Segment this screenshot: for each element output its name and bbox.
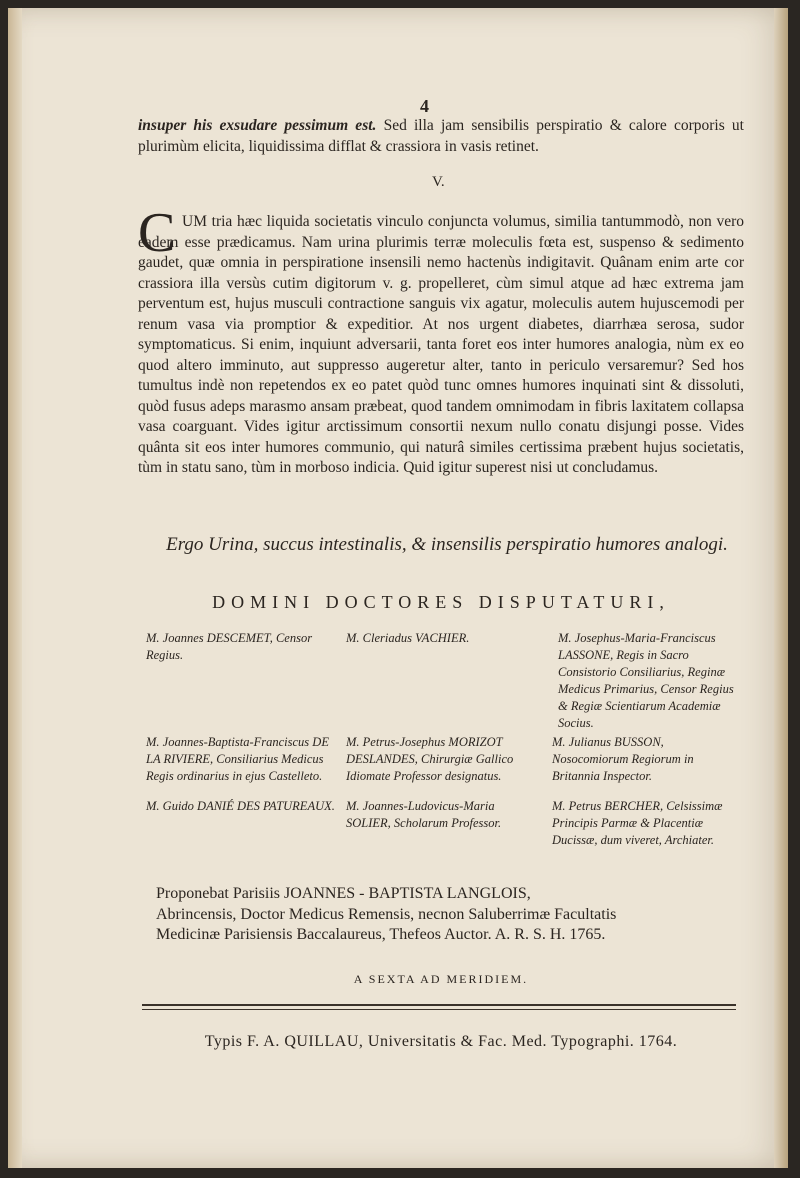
doctor-entry: M. Julianus BUSSON, Nosocomiorum Regiorum in Britannia Inspector. (552, 735, 694, 783)
proponebat-block (156, 884, 744, 946)
doctor-entry: M. Cleriadus VACHIER. (346, 631, 470, 645)
proponebat-line: Medicinæ Parisiensis Baccalaureus, Thefeos Auctor. A. R. S. H. 1765. (156, 926, 606, 943)
book-page (8, 8, 788, 1168)
doctor-entry: M. Petrus-Josephus MORIZOT DESLANDES, Chirurgiæ Gallico Idiomate Professor designatus. (346, 735, 514, 783)
proponebat-line: Proponebat Parisiis JOANNES - BAPTISTA LANGLOIS, (156, 885, 531, 902)
italic-lead: insuper his exsudare pessimum est. (138, 117, 377, 134)
time-line: A SEXTA AD MERIDIEM. (353, 972, 529, 986)
proponebat-line: Abrincensis, Doctor Medicus Remensis, necnon Saluberrimæ Facultatis (156, 905, 617, 923)
page-number: 4 (420, 96, 429, 116)
paragraph-section-v: UM tria hæc liquida societatis vinculo conjuncta volumus, similia tantummodò, non vero eadem esse prædicamus. Nam urina plurimis terræ moleculis fœta est, suspenso & sedimento gaudet, quæ omnia in perspiratione insensili nemo hactenùs indigitavit. Quânam enim arte cor crassiora illa versùs cutim digitorum v. g. propelleret, cùm simul atque ad hæc extrema jam perventum est, hujus musculi contractione sanguis vix agatur, moleculis autem hujuscemodi per renum vasa via promptior & expeditior. At nos urgent diabetes, diarrhæa serosa, sudor symptomaticus. Si enim, inquiunt adversarii, tanta foret eos inter humores analogia, nùm ex eo quod altero imminuto, aut suppresso augeretur alter, tanto in periculo versaremur? Sed hos tumultus indè non repetendos ex eo patet quòd tunc omnes humores inquinati sint & dissoluti, quòd fusus adeps marasmo ansam præbeat, quod tandem omnimodam in fibris laxitatem collapsa vasa coarguant. Vides igitur arctissimum consortii nexum nullo conatu disjungi posse. Vides quânta sit eos inter humores communio, qui naturâ similes certissima præbent hujus societatis, tùm in statu sano, tùm in morboso indicia. Quid igitur superest nisi ut concludamus. (138, 213, 744, 476)
divider-rule-thin (142, 1009, 736, 1010)
divider-rule (142, 1004, 736, 1006)
doctor-entry: M. Guido DANIÉ DES PATUREAUX. (146, 799, 335, 813)
page-edge (774, 8, 788, 1168)
doctor-entry: M. Joannes-Ludovicus-Maria SOLIER, Scholarum Professor. (346, 799, 502, 830)
doctores-heading: DOMINI DOCTORES DISPUTATURI, (212, 592, 670, 612)
section-number: V. (432, 174, 445, 190)
printer-imprint: Typis F. A. QUILLAU, Universitatis & Fac. Med. Typographi. 1764. (204, 1033, 678, 1050)
paragraph-continuation (138, 116, 744, 157)
paragraph-continuation-text: Sed illa jam sensibilis perspiratio & calore corporis ut plurimùm elicita, liquidissima difflat & crassiora in vasis retinet. (138, 117, 744, 155)
doctor-entry: M. Petrus BERCHER, Celsissimæ Principis Parmæ & Placentiæ Ducissæ, dum viveret, Archiater. (552, 799, 723, 847)
doctor-entry: M. Joannes-Baptista-Franciscus DE LA RIVIERE, Consiliarius Medicus Regis ordinarius in ejus Castelleto. (146, 735, 329, 783)
page-gutter (8, 8, 22, 1168)
doctor-entry: M. Josephus-Maria-Franciscus LASSONE, Regis in Sacro Consistorio Consiliarius, Reginæ Medicus Primarius, Censor Regius & Regiæ Scientiarum Academiæ Socius. (558, 631, 734, 730)
doctor-entry: M. Joannes DESCEMET, Censor Regius. (146, 631, 313, 662)
conclusion-thesis: Ergo Urina, succus intestinalis, & insensilis perspiratio humores analogi. (166, 534, 728, 555)
drop-cap: C (138, 202, 176, 264)
